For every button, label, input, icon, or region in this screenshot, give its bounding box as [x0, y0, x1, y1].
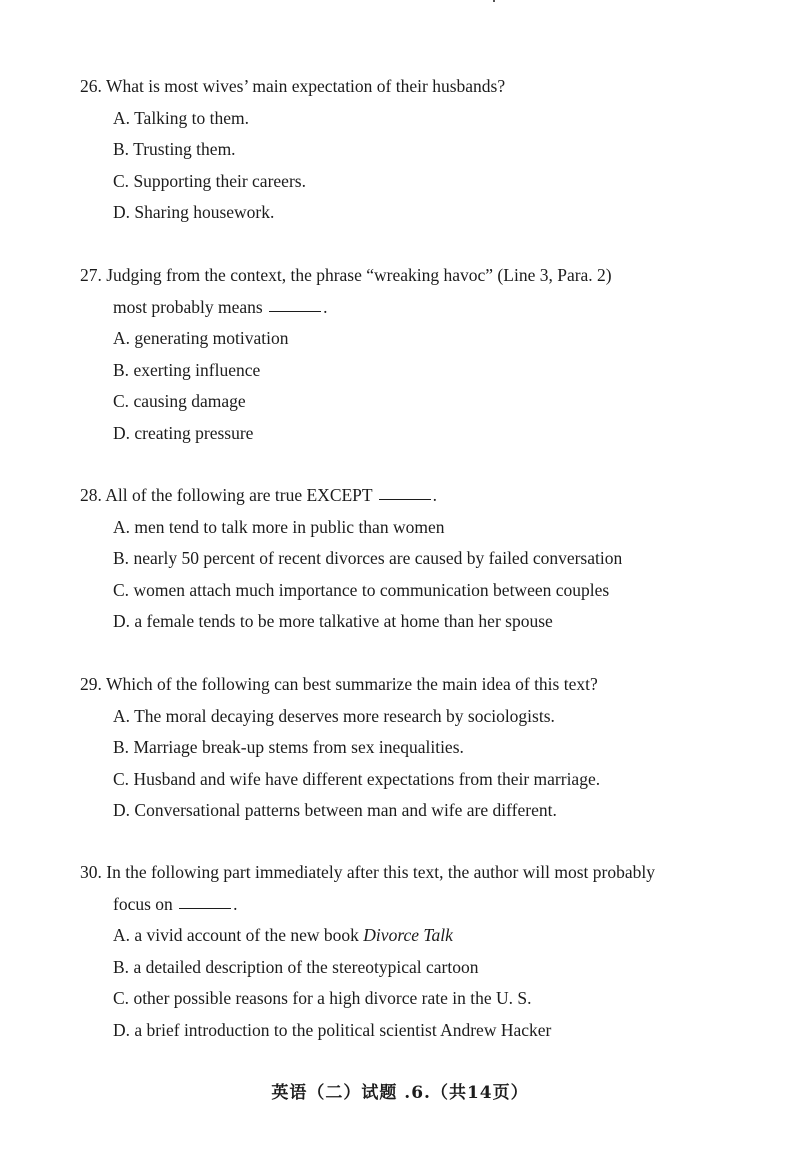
- option-text: a vivid account of the new book: [134, 925, 364, 945]
- option-d: [80, 606, 730, 638]
- question-text: All of the following are true EXCEPT: [105, 485, 373, 505]
- question-stem: [80, 857, 730, 889]
- option-letter: B.: [113, 548, 130, 568]
- option-text: Supporting their careers.: [133, 170, 306, 191]
- option-text: creating pressure: [134, 422, 254, 443]
- question-stem: [80, 669, 730, 701]
- answer-blank: [379, 498, 431, 500]
- book-title: Divorce Talk: [363, 925, 453, 945]
- option-d: [80, 795, 730, 827]
- option-c: [80, 983, 730, 1015]
- option-letter: D.: [113, 202, 131, 222]
- option-letter: D.: [113, 422, 131, 443]
- option-a: [80, 920, 730, 952]
- scan-speck: [493, 0, 495, 2]
- option-letter: A.: [113, 328, 131, 348]
- option-b: [80, 952, 730, 984]
- option-a: [80, 103, 730, 135]
- option-c: [80, 764, 730, 796]
- option-letter: C.: [113, 579, 130, 600]
- option-text: Trusting them.: [133, 139, 236, 159]
- question-28: [80, 480, 730, 638]
- option-text: other possible reasons for a high divorce rate in the U. S.: [133, 988, 532, 1008]
- question-27: [80, 260, 730, 449]
- question-number: 30.: [80, 862, 102, 882]
- option-text: Conversational patterns between man and wife are different.: [134, 800, 557, 820]
- option-text: Marriage break-up stems from sex inequalities.: [133, 737, 464, 757]
- question-text: What is most wives’ main expectation of their husbands?: [105, 76, 506, 96]
- option-b: [80, 543, 730, 575]
- question-stem-continued: [80, 889, 730, 921]
- option-text: generating motivation: [134, 328, 289, 348]
- question-26: [80, 71, 730, 229]
- question-text-continued: most probably means: [113, 296, 263, 317]
- question-text: In the following part immediately after this text, the author will most probably: [106, 862, 655, 882]
- option-text: women attach much importance to communication between couples: [133, 579, 610, 600]
- question-29: [80, 669, 730, 827]
- option-letter: B.: [113, 139, 130, 159]
- option-text: exerting influence: [133, 359, 261, 380]
- option-text: Talking to them.: [134, 107, 250, 128]
- question-text-continued: focus on: [113, 893, 173, 914]
- option-text: The moral decaying deserves more research by sociologists.: [134, 705, 555, 726]
- option-letter: B.: [113, 737, 130, 757]
- option-c: [80, 575, 730, 607]
- option-c: [80, 166, 730, 198]
- question-stem: [80, 260, 730, 292]
- stem-period: .: [432, 485, 438, 505]
- option-b: [80, 134, 730, 166]
- page-footer: 英语（二）试题 .6.（共14页）: [271, 1083, 529, 1103]
- option-b: [80, 355, 730, 387]
- option-a: [80, 701, 730, 733]
- question-text: Judging from the context, the phrase “wreaking havoc” (Line 3, Para. 2): [106, 265, 612, 285]
- option-text: a brief introduction to the political scientist Andrew Hacker: [134, 1019, 552, 1040]
- option-letter: A.: [113, 705, 131, 726]
- stem-period: .: [233, 893, 238, 914]
- option-a: [80, 323, 730, 355]
- option-letter: B.: [113, 956, 130, 977]
- option-letter: A.: [113, 925, 131, 945]
- question-stem: [80, 71, 730, 103]
- stem-period: .: [323, 296, 328, 317]
- question-number: 27.: [80, 265, 102, 285]
- answer-blank: [269, 310, 321, 312]
- question-number: 26.: [80, 76, 102, 96]
- option-letter: A.: [113, 516, 131, 537]
- option-text: Husband and wife have different expectations from their marriage.: [133, 768, 601, 789]
- question-stem-continued: [80, 292, 730, 324]
- option-text: men tend to talk more in public than women: [134, 516, 445, 537]
- option-a: [80, 512, 730, 544]
- option-letter: A.: [113, 107, 131, 128]
- option-letter: C.: [113, 170, 130, 191]
- option-letter: D.: [113, 800, 131, 820]
- option-text: causing damage: [133, 391, 246, 411]
- option-c: [80, 386, 730, 418]
- option-d: [80, 418, 730, 450]
- option-d: [80, 197, 730, 229]
- question-stem: [80, 480, 730, 512]
- option-text: a detailed description of the stereotypical cartoon: [133, 956, 479, 977]
- option-text: nearly 50 percent of recent divorces are caused by failed conversation: [133, 548, 623, 568]
- question-number: 28.: [80, 485, 102, 505]
- option-letter: D.: [113, 1019, 131, 1040]
- option-letter: C.: [113, 768, 130, 789]
- option-b: [80, 732, 730, 764]
- option-letter: C.: [113, 391, 130, 411]
- answer-blank: [179, 907, 231, 909]
- option-letter: D.: [113, 611, 131, 631]
- option-text: Sharing housework.: [134, 202, 275, 222]
- option-d: [80, 1015, 730, 1047]
- question-text: Which of the following can best summarize the main idea of this text?: [105, 674, 598, 694]
- question-number: 29.: [80, 674, 102, 694]
- option-letter: C.: [113, 988, 130, 1008]
- question-30: [80, 857, 730, 1046]
- option-text: a female tends to be more talkative at home than her spouse: [134, 611, 553, 631]
- option-letter: B.: [113, 359, 130, 380]
